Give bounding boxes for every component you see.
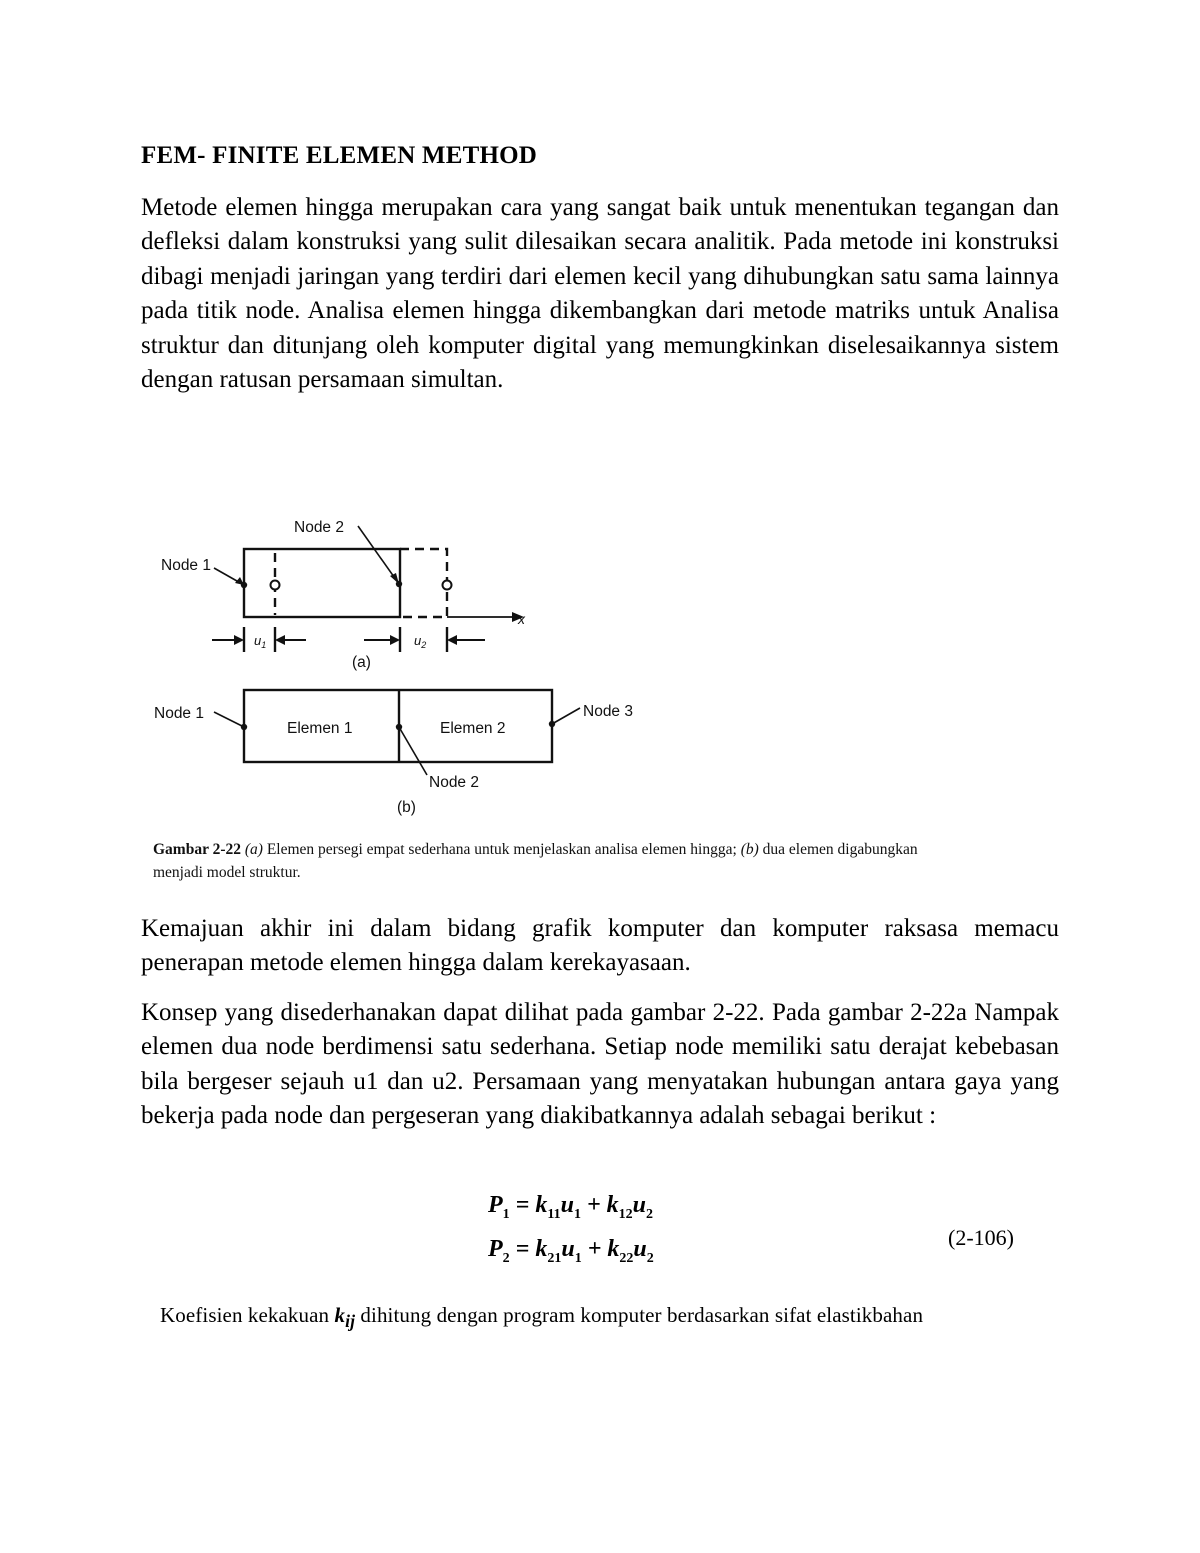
progress-paragraph: Kemajuan akhir ini dalam bidang grafik komputer dan komputer raksasa memacu penerapan metode elemen hingga dalam kerekayasaan. bbox=[141, 915, 1059, 977]
node1-a-label: Node 1 bbox=[161, 557, 211, 574]
u1-label: $u_1$ bbox=[254, 633, 267, 650]
stiffness-sentence bbox=[160, 1303, 923, 1332]
caption-b-mark: (b) bbox=[740, 841, 759, 858]
node2-b-leader bbox=[399, 727, 427, 775]
node2-a-pin bbox=[443, 581, 452, 590]
stiffness-before: Koefisien kekakuan bbox=[160, 1303, 330, 1327]
node1-a-pin bbox=[271, 581, 280, 590]
u1-left-arrowhead bbox=[234, 635, 244, 645]
x-axis-label: x bbox=[518, 611, 525, 627]
node1-a-dot bbox=[241, 582, 247, 588]
u2-left-arrowhead bbox=[390, 635, 400, 645]
figure-a-label: (a) bbox=[352, 654, 371, 671]
caption-b-text: dua elemen digabungkan menjadi model struktur. bbox=[153, 841, 918, 881]
figure-b-label: (b) bbox=[397, 799, 416, 816]
elem1-label: Elemen 1 bbox=[287, 720, 353, 737]
elem2-label: Elemen 2 bbox=[440, 720, 506, 737]
node1-b-label: Node 1 bbox=[154, 705, 204, 722]
u2-label: $u_2$ bbox=[414, 633, 427, 650]
page-title: FEM- FINITE ELEMEN METHOD bbox=[141, 142, 537, 169]
equation-number: (2-106) bbox=[948, 1225, 1014, 1250]
u1-right-arrowhead bbox=[275, 635, 285, 645]
node1-b-leader bbox=[214, 712, 244, 727]
concept-paragraph: Konsep yang disederhanakan dapat dilihat pada gambar 2-22. Pada gambar 2-22a Nampak elemen dua node berdimensi satu sederhana. Setiap node memiliki satu derajat kebebasan bila bergeser sejauh u1 dan u2. Persamaan yang menyatakan hubungan antara gaya yang bekerja pada node dan pergeseran yang diakibatkannya adalah sebagai berikut : bbox=[141, 999, 1059, 1130]
caption-a-text: Elemen persegi empat sederhana untuk menjelaskan analisa elemen hingga; bbox=[266, 841, 737, 858]
node2-a-label: Node 2 bbox=[294, 519, 344, 536]
caption-prefix: Gambar 2-22 bbox=[153, 841, 241, 858]
figure-2-22 bbox=[140, 505, 940, 885]
node2-b-dot bbox=[396, 724, 402, 730]
node3-b-label: Node 3 bbox=[583, 703, 633, 720]
equation-p2: $P_2 = k_{21}u_1 + k_{22}u_2$ bbox=[488, 1236, 654, 1266]
intro-paragraph: Metode elemen hingga merupakan cara yang sangat baik untuk menentukan tegangan dan defleksi dalam konstruksi yang sulit dilesaikan secara analitik. Pada metode ini konstruksi dibagi menjadi jaringan yang terdiri dari elemen kecil yang dihubungkan satu sama lainnya pada titik node. Analisa elemen hingga dikembangkan dari metode matriks untuk Analisa struktur dan ditunjang oleh komputer digital yang memungkinkan diselesaikannya sistem dengan ratusan persamaan simultan. bbox=[141, 194, 1059, 394]
node2-a-dot bbox=[396, 581, 402, 587]
stiffness-after: dihitung dengan program komputer berdasarkan sifat elastikbahan bbox=[360, 1303, 924, 1327]
node1-b-dot bbox=[241, 724, 247, 730]
figure-caption bbox=[153, 838, 943, 884]
u2-right-arrowhead bbox=[447, 635, 457, 645]
element-a-rect bbox=[244, 549, 400, 617]
node3-b-dot bbox=[549, 721, 555, 727]
node3-b-leader bbox=[552, 708, 580, 724]
caption-a-mark: (a) bbox=[244, 841, 263, 858]
stiffness-symbol: $k_{ij}$ bbox=[334, 1303, 356, 1332]
node2-b-label: Node 2 bbox=[429, 774, 479, 791]
equation-p1: $P_1 = k_{11}u_1 + k_{12}u_2$ bbox=[488, 1192, 653, 1222]
element-a-dashed-rect bbox=[400, 549, 447, 617]
